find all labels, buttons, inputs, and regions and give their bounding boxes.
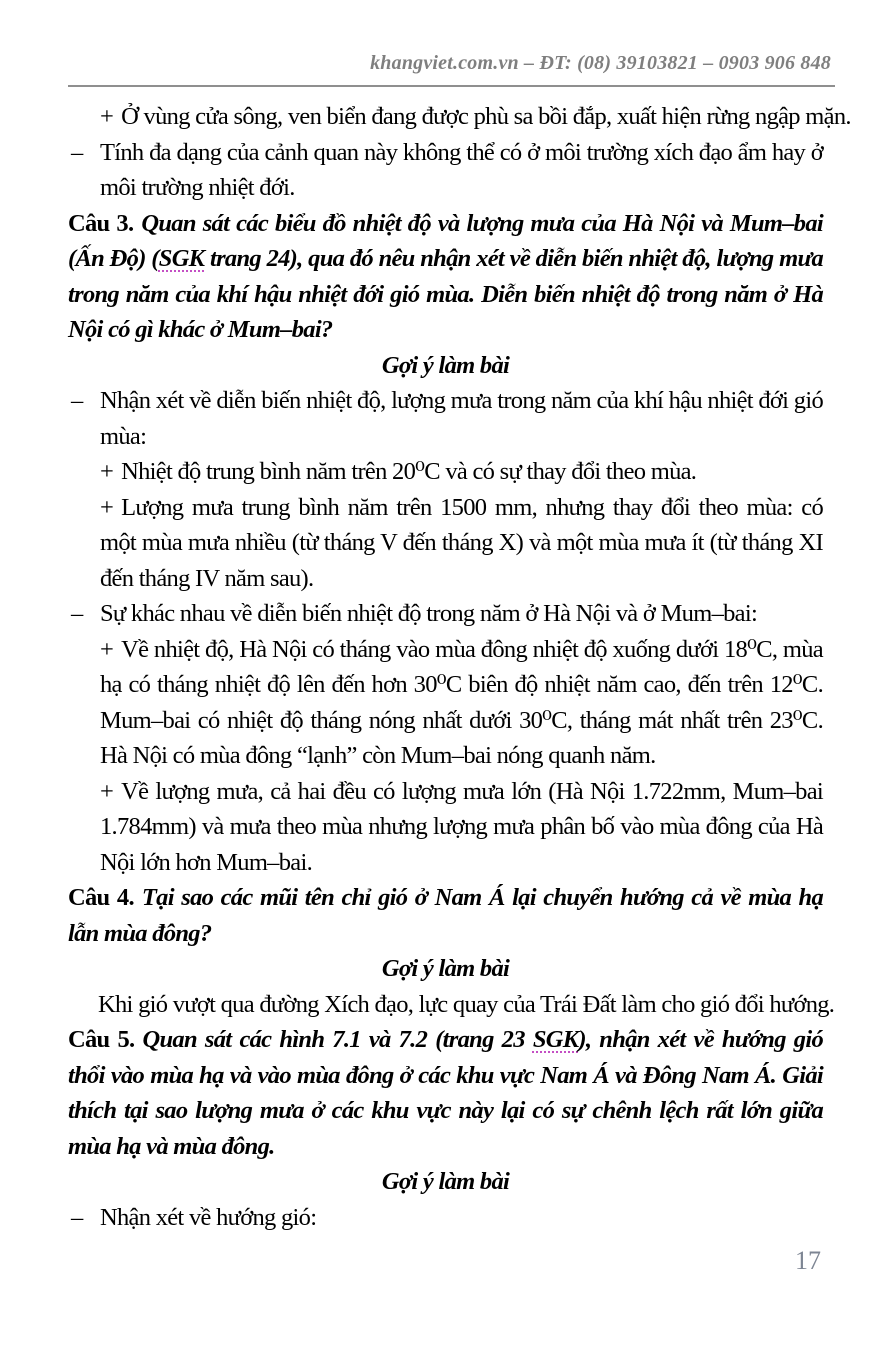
dash-marker: – <box>71 600 83 627</box>
plus-marker: + <box>100 103 114 130</box>
question-text: Tại sao các mũi tên chỉ gió ở Nam Á lại chuyển hướng cả về mùa hạ lẫn mùa đông? <box>68 884 823 947</box>
plus-bullet-paragraph <box>68 99 851 135</box>
plus-marker: + <box>100 458 114 485</box>
paragraph-text: Lượng mưa trung bình năm trên 1500 mm, nhưng thay đổi theo mùa: có một mùa mưa nhiều (từ tháng V đến tháng X) và một mùa mưa ít (từ tháng XI đến tháng IV năm sau). <box>100 493 823 592</box>
question-cau-4 <box>68 880 823 951</box>
dash-bullet-paragraph <box>68 383 823 454</box>
paragraph-text: Tính đa dạng của cảnh quan này không thể có ở môi trường xích đạo ẩm hay ở môi trường nhiệt đới. <box>100 138 823 201</box>
plus-bullet-paragraph <box>68 454 823 490</box>
plus-marker: + <box>100 493 114 521</box>
question-text: Quan sát các biểu đồ nhiệt độ và lượng mưa của Hà Nội và Mum–bai (Ấn Độ) ( <box>68 209 823 272</box>
question-text: Quan sát các hình 7.1 và 7.2 (trang 23 <box>142 1026 533 1053</box>
question-label: Câu 4. <box>68 884 134 911</box>
paragraph-text: Nhận xét về diễn biến nhiệt độ, lượng mưa trong năm của khí hậu nhiệt đới gió mùa: <box>100 387 823 450</box>
dash-marker: – <box>71 138 83 166</box>
paragraph-text: Sự khác nhau về diễn biến nhiệt độ trong năm ở Hà Nội và ở Mum–bai: <box>100 600 758 627</box>
page-body <box>68 99 851 1235</box>
plus-marker: + <box>100 635 114 663</box>
question-cau-5 <box>68 1022 823 1164</box>
sgk-reference-link: SGK <box>158 245 205 272</box>
question-cau-3 <box>68 206 823 348</box>
sgk-reference-link: SGK <box>532 1026 579 1053</box>
plus-bullet-paragraph <box>68 632 823 774</box>
question-label: Câu 3. <box>68 209 134 237</box>
question-text: trang 24), qua đó nêu nhận xét về diễn biến nhiệt độ, lượng mưa trong năm của khí hậu nhiệt đới gió mùa. Diễn biến nhiệt độ trong năm ở Hà Nội có gì khác ở Mum–bai? <box>68 245 823 343</box>
dash-bullet-paragraph <box>68 596 823 632</box>
dash-marker: – <box>71 1203 83 1231</box>
paragraph-text: Về nhiệt độ, Hà Nội có tháng vào mùa đông nhiệt độ xuống dưới 18⁰C, mùa hạ có tháng nhiệt độ lên đến hơn 30⁰C biên độ nhiệt năm cao, đến trên 12⁰C. Mum–bai có nhiệt độ tháng nóng nhất dưới 30⁰C, tháng mát nhất trên 23⁰C. Hà Nội có mùa đông “lạnh” còn Mum–bai nóng quanh năm. <box>100 635 823 769</box>
paragraph-text: Nhận xét về hướng gió: <box>100 1203 317 1231</box>
plus-bullet-paragraph <box>68 490 823 597</box>
hint-heading: Gợi ý làm bài <box>381 1168 510 1195</box>
paragraph-text: Về lượng mưa, cả hai đều có lượng mưa lớn (Hà Nội 1.722mm, Mum–bai 1.784mm) và mưa theo mùa nhưng lượng mưa phân bố vào mùa đông của Hà Nội lớn hơn Mum–bai. <box>100 777 823 876</box>
plus-marker: + <box>100 777 114 805</box>
question-label: Câu 5. <box>68 1026 135 1053</box>
page-number: 17 <box>795 1246 821 1275</box>
header-divider-line <box>68 85 835 87</box>
paragraph-text: Ở vùng cửa sông, ven biển đang được phù sa bồi đắp, xuất hiện rừng ngập mặn. <box>121 103 851 130</box>
plus-bullet-paragraph <box>68 774 823 881</box>
page-header-website-phone: khangviet.com.vn – ĐT: (08) 39103821 – 0903 906 848 <box>370 52 831 74</box>
dash-marker: – <box>71 387 83 414</box>
dash-bullet-paragraph <box>68 135 823 206</box>
paragraph-text: Nhiệt độ trung bình năm trên 20⁰C và có sự thay đổi theo mùa. <box>121 458 697 485</box>
hint-heading: Gợi ý làm bài <box>381 955 510 982</box>
dash-bullet-paragraph <box>68 1200 823 1236</box>
question-text: ), nhận xét về hướng gió thổi vào mùa hạ và vào mùa đông ở các khu vực Nam Á và Đông Nam Á. Giải thích tại sao lượng mưa ở các khu vực này lại có sự chênh lệch rất lớn giữa mùa hạ và mùa đông. <box>68 1026 823 1160</box>
answer-paragraph: Khi gió vượt qua đường Xích đạo, lực quay của Trái Đất làm cho gió đổi hướng. <box>98 990 835 1018</box>
hint-heading: Gợi ý làm bài <box>381 351 510 379</box>
